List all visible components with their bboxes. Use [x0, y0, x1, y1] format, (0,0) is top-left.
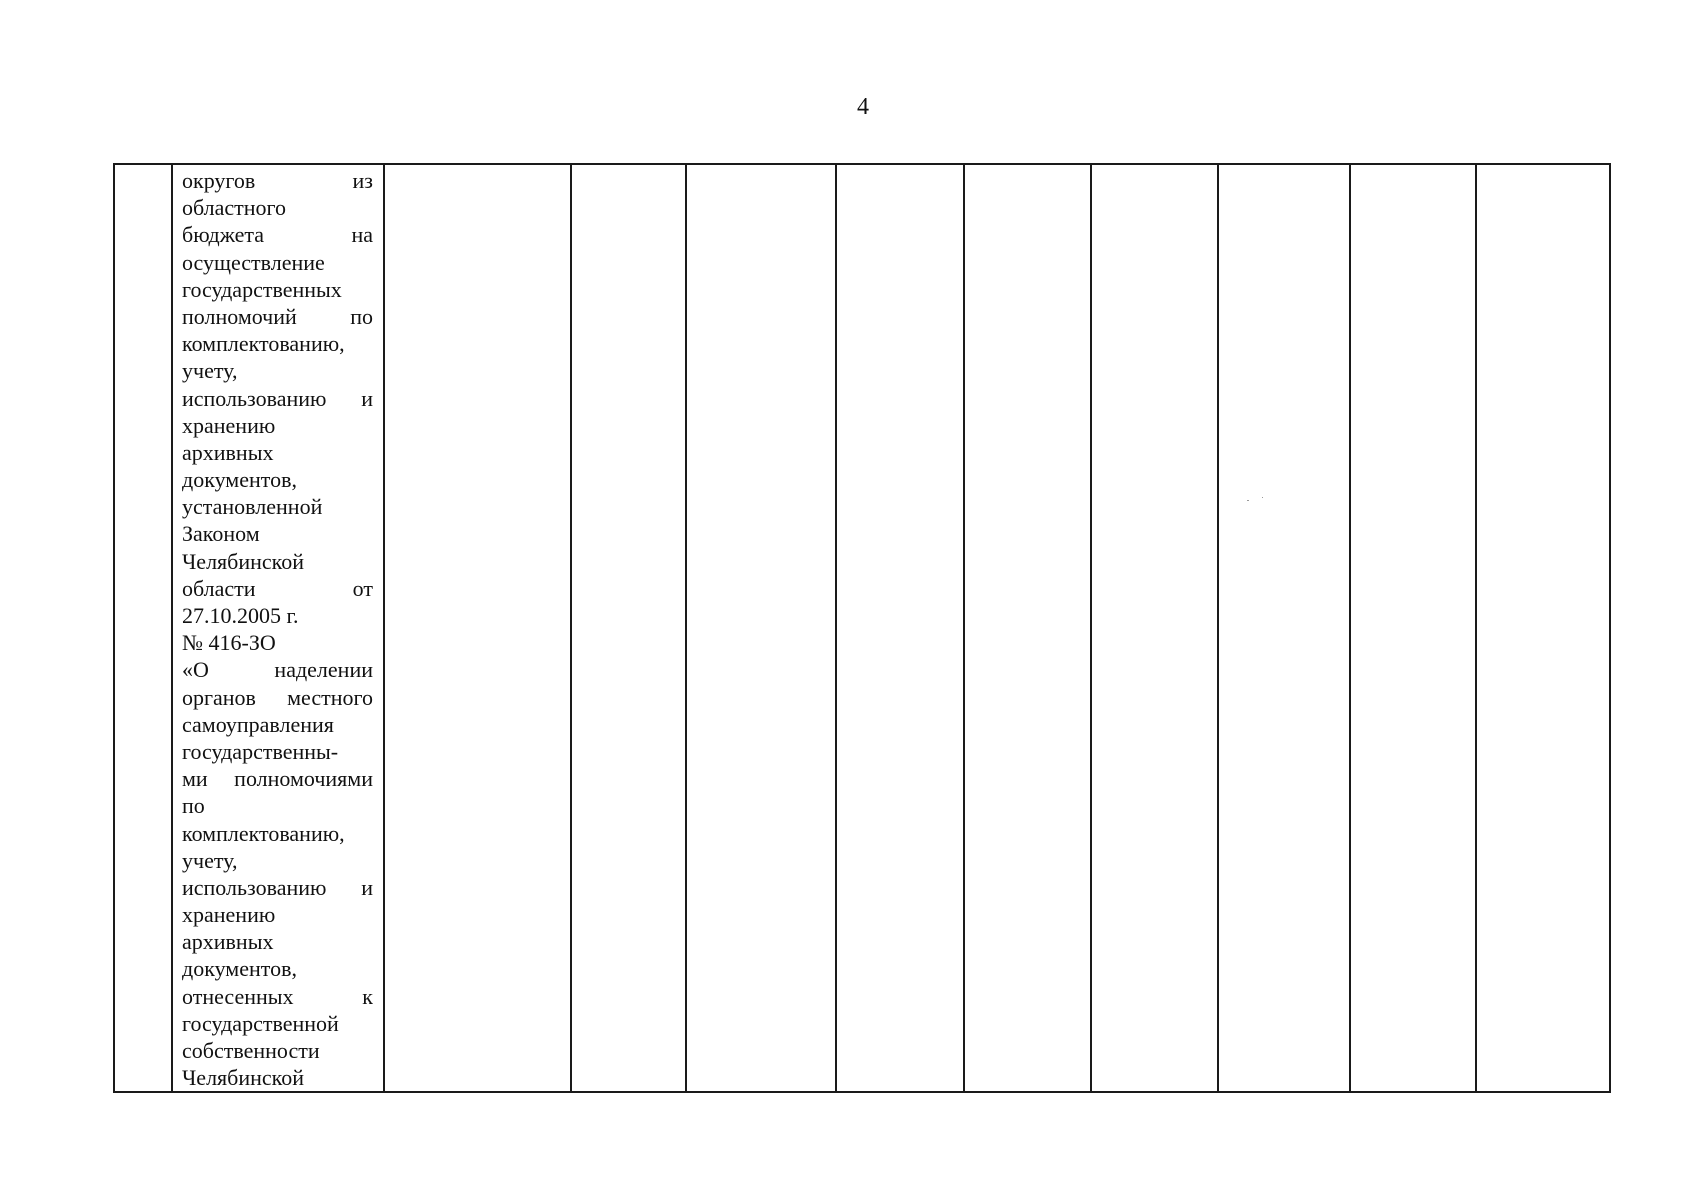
- description-line: области от: [182, 575, 373, 601]
- description-line: ми полномочиями: [182, 766, 373, 792]
- empty-cell: [1476, 164, 1610, 1092]
- description-line: комплектованию,: [182, 820, 345, 846]
- empty-cell: [836, 164, 964, 1092]
- empty-cell: [384, 164, 571, 1092]
- description-line: осуществление: [182, 249, 325, 275]
- description-line: округов из: [182, 168, 373, 193]
- description-line: Челябинской: [182, 1065, 305, 1091]
- document-table: [113, 163, 1611, 1093]
- empty-cell: [571, 164, 686, 1092]
- description-line: самоуправления: [182, 711, 334, 737]
- description-line: использованию и: [182, 385, 373, 411]
- empty-cell: [964, 164, 1091, 1092]
- scan-speck: [1247, 500, 1249, 501]
- scan-speck: [1262, 497, 1263, 498]
- empty-cell: [1091, 164, 1218, 1092]
- description-line: государственных: [182, 276, 342, 302]
- description-line: документов,: [182, 956, 297, 982]
- description-line: установленной: [182, 494, 323, 520]
- description-line: Челябинской: [182, 548, 305, 574]
- description-line: бюджета на: [182, 222, 373, 248]
- description-line: учету,: [182, 847, 238, 873]
- description-line: хранению: [182, 902, 276, 928]
- description-text: [182, 167, 373, 1091]
- description-line: отнесенных к: [182, 983, 373, 1009]
- description-line: документов,: [182, 467, 297, 493]
- table-row: [114, 164, 1610, 1092]
- empty-cell: [1350, 164, 1476, 1092]
- description-line: полномочий по: [182, 303, 373, 329]
- page-number: 4: [857, 94, 869, 120]
- empty-cell: [686, 164, 836, 1092]
- description-line: хранению: [182, 412, 276, 438]
- description-line: комплектованию,: [182, 331, 345, 357]
- description-line: областного: [182, 195, 287, 221]
- empty-cell: [1218, 164, 1350, 1092]
- description-line: по: [182, 793, 205, 819]
- description-line: государственной: [182, 1010, 339, 1036]
- description-line: органов местного: [182, 684, 373, 710]
- description-line: архивных: [182, 439, 274, 465]
- description-line: архивных: [182, 929, 274, 955]
- description-cell: [172, 164, 384, 1092]
- description-line: учету,: [182, 358, 238, 384]
- description-line: государственны-: [182, 738, 339, 764]
- description-line: Законом: [182, 521, 260, 547]
- row-number-cell: [114, 164, 172, 1092]
- description-line: использованию и: [182, 874, 373, 900]
- description-line: «О наделении: [182, 657, 373, 683]
- description-line: 27.10.2005 г.: [182, 603, 299, 628]
- description-line: собственности: [182, 1038, 320, 1063]
- description-line: № 416-ЗО: [182, 630, 276, 656]
